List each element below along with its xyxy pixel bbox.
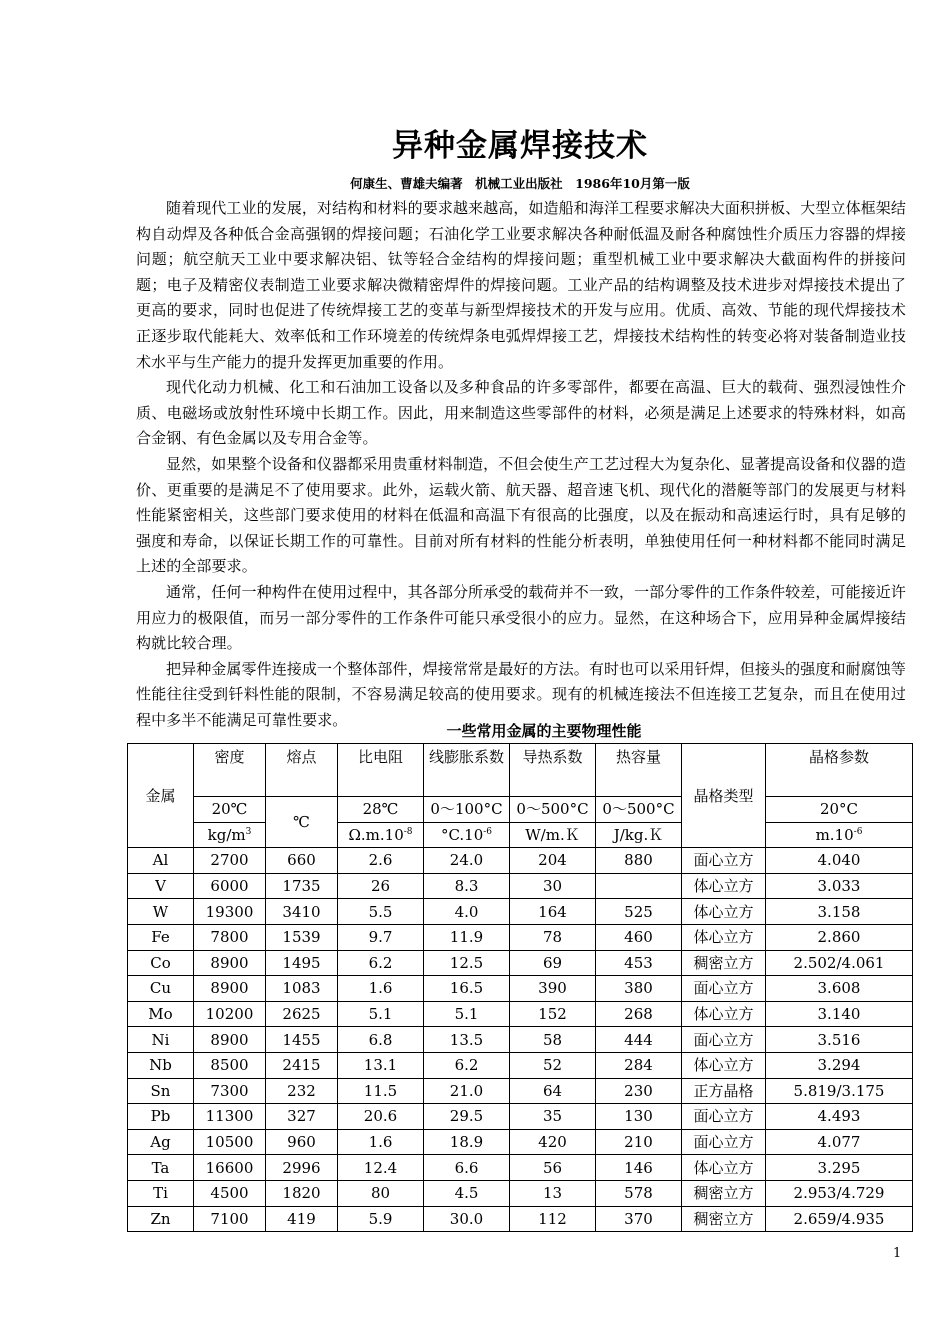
cell-heat-capacity bbox=[596, 873, 682, 899]
cell-thermal-expansion: 11.9 bbox=[424, 924, 510, 950]
cell-crystal-type: 体心立方 bbox=[682, 924, 766, 950]
cell-metal: Ti bbox=[128, 1180, 194, 1206]
cell-thermal-expansion: 16.5 bbox=[424, 976, 510, 1002]
cell-metal: Sn bbox=[128, 1078, 194, 1104]
cell-lattice-parameter: 3.516 bbox=[766, 1027, 913, 1053]
cell-heat-capacity: 578 bbox=[596, 1180, 682, 1206]
cell-heat-capacity: 268 bbox=[596, 1001, 682, 1027]
cell-metal: Fe bbox=[128, 924, 194, 950]
paragraph: 现代化动力机械、化工和石油加工设备以及多种食品的许多零部件，都要在高温、巨大的载荷、强烈浸蚀性介质、电磁场或放射性环境中长期工作。因此，用来制造这些零部件的材料，必须是满足上述要求的特殊材料，如高合金钢、有色金属以及专用合金等。 bbox=[136, 378, 906, 448]
cell-metal: Cu bbox=[128, 976, 194, 1002]
cell-melting-point: 419 bbox=[266, 1206, 338, 1232]
cell-crystal-type: 稠密立方 bbox=[682, 1180, 766, 1206]
cell-density: 16600 bbox=[194, 1155, 266, 1181]
table-header-row bbox=[128, 744, 913, 797]
cell-heat-capacity: 284 bbox=[596, 1052, 682, 1078]
unit-resistivity: $\Omega.m.10^{-8}$ bbox=[338, 822, 424, 848]
cell-melting-point: 232 bbox=[266, 1078, 338, 1104]
table-caption: 一些常用金属的主要物理性能 bbox=[446, 722, 642, 740]
cell-lattice-parameter: 3.158 bbox=[766, 899, 913, 925]
condition-resistivity: 28℃ bbox=[338, 797, 424, 823]
cell-thermal-expansion: 21.0 bbox=[424, 1078, 510, 1104]
unit-heat-capacity: J/kg.Ｋ bbox=[596, 822, 682, 848]
header-density: 密度 bbox=[194, 744, 266, 797]
cell-thermal-conductivity: 204 bbox=[510, 848, 596, 874]
cell-thermal-expansion: 12.5 bbox=[424, 950, 510, 976]
table-row bbox=[128, 1104, 913, 1130]
cell-melting-point: 660 bbox=[266, 848, 338, 874]
cell-lattice-parameter: 2.502/4.061 bbox=[766, 950, 913, 976]
cell-crystal-type: 面心立方 bbox=[682, 1027, 766, 1053]
unit-melting-point: ℃ bbox=[266, 797, 338, 848]
cell-resistivity: 11.5 bbox=[338, 1078, 424, 1104]
cell-melting-point: 1083 bbox=[266, 976, 338, 1002]
header-thermal-conductivity: 导热系数 bbox=[510, 744, 596, 797]
cell-metal: Zn bbox=[128, 1206, 194, 1232]
table-row bbox=[128, 1180, 913, 1206]
cell-crystal-type: 体心立方 bbox=[682, 873, 766, 899]
cell-lattice-parameter: 4.077 bbox=[766, 1129, 913, 1155]
header-lattice-parameter: 晶格参数 bbox=[766, 744, 913, 797]
body-text bbox=[136, 196, 906, 733]
cell-density: 8900 bbox=[194, 950, 266, 976]
table-row bbox=[128, 1155, 913, 1181]
cell-thermal-conductivity: 35 bbox=[510, 1104, 596, 1130]
cell-melting-point: 960 bbox=[266, 1129, 338, 1155]
cell-density: 4500 bbox=[194, 1180, 266, 1206]
cell-crystal-type: 稠密立方 bbox=[682, 950, 766, 976]
paragraph: 显然，如果整个设备和仪器都采用贵重材料制造，不但会使生产工艺过程大为复杂化、显著提高设备和仪器的造价、更重要的是满足不了使用要求。此外，运载火箭、航天器、超音速飞机、现代化的潜艇等部门的发展更与材料性能紧密相关，这些部门要求使用的材料在低温和高温下有很高的比强度，以及在振动和高速运行时，具有足够的强度和寿命，以保证长期工作的可靠性。目前对所有材料的性能分析表明，单独使用任何一种材料都不能同时满足上述的全部要求。 bbox=[136, 454, 906, 576]
cell-resistivity: 6.2 bbox=[338, 950, 424, 976]
condition-thermal-expansion: 0～100°C bbox=[424, 797, 510, 823]
cell-thermal-expansion: 18.9 bbox=[424, 1129, 510, 1155]
cell-thermal-expansion: 6.2 bbox=[424, 1052, 510, 1078]
table-row bbox=[128, 1001, 913, 1027]
table-body bbox=[128, 848, 913, 1232]
cell-heat-capacity: 380 bbox=[596, 976, 682, 1002]
cell-lattice-parameter: 2.953/4.729 bbox=[766, 1180, 913, 1206]
cell-density: 6000 bbox=[194, 873, 266, 899]
cell-density: 8500 bbox=[194, 1052, 266, 1078]
cell-crystal-type: 面心立方 bbox=[682, 1104, 766, 1130]
cell-density: 11300 bbox=[194, 1104, 266, 1130]
cell-lattice-parameter: 4.040 bbox=[766, 848, 913, 874]
cell-resistivity: 12.4 bbox=[338, 1155, 424, 1181]
cell-thermal-expansion: 5.1 bbox=[424, 1001, 510, 1027]
cell-lattice-parameter: 2.659/4.935 bbox=[766, 1206, 913, 1232]
cell-crystal-type: 面心立方 bbox=[682, 1129, 766, 1155]
cell-thermal-conductivity: 56 bbox=[510, 1155, 596, 1181]
cell-resistivity: 1.6 bbox=[338, 976, 424, 1002]
cell-heat-capacity: 525 bbox=[596, 899, 682, 925]
cell-crystal-type: 面心立方 bbox=[682, 976, 766, 1002]
cell-metal: Al bbox=[128, 848, 194, 874]
cell-crystal-type: 体心立方 bbox=[682, 1001, 766, 1027]
cell-metal: Pb bbox=[128, 1104, 194, 1130]
table-row bbox=[128, 924, 913, 950]
table-row bbox=[128, 1027, 913, 1053]
cell-thermal-expansion: 29.5 bbox=[424, 1104, 510, 1130]
cell-density: 10500 bbox=[194, 1129, 266, 1155]
table-row bbox=[128, 873, 913, 899]
cell-thermal-expansion: 4.0 bbox=[424, 899, 510, 925]
header-melting-point: 熔点 bbox=[266, 744, 338, 797]
cell-metal: Ni bbox=[128, 1027, 194, 1053]
cell-density: 7100 bbox=[194, 1206, 266, 1232]
cell-heat-capacity: 130 bbox=[596, 1104, 682, 1130]
cell-lattice-parameter: 3.140 bbox=[766, 1001, 913, 1027]
cell-resistivity: 9.7 bbox=[338, 924, 424, 950]
table-condition-row bbox=[128, 797, 913, 823]
table-row bbox=[128, 1078, 913, 1104]
cell-density: 8900 bbox=[194, 976, 266, 1002]
page-number: 1 bbox=[893, 1246, 902, 1261]
cell-melting-point: 1495 bbox=[266, 950, 338, 976]
cell-thermal-conductivity: 13 bbox=[510, 1180, 596, 1206]
table-row bbox=[128, 976, 913, 1002]
header-resistivity: 比电阻 bbox=[338, 744, 424, 797]
cell-thermal-expansion: 4.5 bbox=[424, 1180, 510, 1206]
cell-lattice-parameter: 3.294 bbox=[766, 1052, 913, 1078]
cell-crystal-type: 稠密立方 bbox=[682, 1206, 766, 1232]
cell-lattice-parameter: 4.493 bbox=[766, 1104, 913, 1130]
cell-melting-point: 327 bbox=[266, 1104, 338, 1130]
cell-crystal-type: 面心立方 bbox=[682, 848, 766, 874]
cell-resistivity: 13.1 bbox=[338, 1052, 424, 1078]
cell-thermal-conductivity: 420 bbox=[510, 1129, 596, 1155]
cell-lattice-parameter: 3.295 bbox=[766, 1155, 913, 1181]
cell-lattice-parameter: 2.860 bbox=[766, 924, 913, 950]
cell-density: 10200 bbox=[194, 1001, 266, 1027]
header-heat-capacity: 热容量 bbox=[596, 744, 682, 797]
cell-thermal-conductivity: 164 bbox=[510, 899, 596, 925]
cell-thermal-expansion: 24.0 bbox=[424, 848, 510, 874]
table-row bbox=[128, 1129, 913, 1155]
cell-crystal-type: 体心立方 bbox=[682, 1155, 766, 1181]
condition-thermal-conductivity: 0～500°C bbox=[510, 797, 596, 823]
cell-metal: Co bbox=[128, 950, 194, 976]
cell-thermal-conductivity: 390 bbox=[510, 976, 596, 1002]
cell-thermal-conductivity: 69 bbox=[510, 950, 596, 976]
cell-heat-capacity: 880 bbox=[596, 848, 682, 874]
condition-density: 20℃ bbox=[194, 797, 266, 823]
cell-melting-point: 3410 bbox=[266, 899, 338, 925]
cell-lattice-parameter: 5.819/3.175 bbox=[766, 1078, 913, 1104]
cell-metal: V bbox=[128, 873, 194, 899]
cell-metal: Ta bbox=[128, 1155, 194, 1181]
cell-density: 8900 bbox=[194, 1027, 266, 1053]
condition-lattice-parameter: 20°C bbox=[766, 797, 913, 823]
table-row bbox=[128, 899, 913, 925]
cell-thermal-conductivity: 64 bbox=[510, 1078, 596, 1104]
header-thermal-expansion: 线膨胀系数 bbox=[424, 744, 510, 797]
cell-resistivity: 5.1 bbox=[338, 1001, 424, 1027]
table-unit-row bbox=[128, 822, 913, 848]
cell-lattice-parameter: 3.033 bbox=[766, 873, 913, 899]
cell-thermal-conductivity: 152 bbox=[510, 1001, 596, 1027]
unit-lattice-parameter: $m.10^{-6}$ bbox=[766, 822, 913, 848]
unit-density: $kg/m^3$ bbox=[194, 822, 266, 848]
condition-heat-capacity: 0～500°C bbox=[596, 797, 682, 823]
cell-metal: Nb bbox=[128, 1052, 194, 1078]
cell-resistivity: 1.6 bbox=[338, 1129, 424, 1155]
cell-density: 7300 bbox=[194, 1078, 266, 1104]
table-row bbox=[128, 848, 913, 874]
cell-resistivity: 20.6 bbox=[338, 1104, 424, 1130]
cell-heat-capacity: 370 bbox=[596, 1206, 682, 1232]
cell-crystal-type: 正方晶格 bbox=[682, 1078, 766, 1104]
paragraph: 把异种金属零件连接成一个整体部件，焊接常常是最好的方法。有时也可以采用钎焊，但接头的强度和耐腐蚀等性能往往受到钎料性能的限制，不容易满足较高的使用要求。现有的机械连接法不但连接工艺复杂，而且在使用过程中多半不能满足可靠性要求。 bbox=[136, 659, 906, 729]
cell-metal: W bbox=[128, 899, 194, 925]
cell-density: 2700 bbox=[194, 848, 266, 874]
cell-thermal-conductivity: 52 bbox=[510, 1052, 596, 1078]
cell-heat-capacity: 230 bbox=[596, 1078, 682, 1104]
cell-resistivity: 5.9 bbox=[338, 1206, 424, 1232]
cell-melting-point: 2415 bbox=[266, 1052, 338, 1078]
cell-melting-point: 1820 bbox=[266, 1180, 338, 1206]
header-metal: 金属 bbox=[128, 744, 194, 848]
cell-melting-point: 2996 bbox=[266, 1155, 338, 1181]
cell-heat-capacity: 444 bbox=[596, 1027, 682, 1053]
table-row bbox=[128, 950, 913, 976]
cell-crystal-type: 体心立方 bbox=[682, 899, 766, 925]
cell-thermal-conductivity: 30 bbox=[510, 873, 596, 899]
cell-melting-point: 1735 bbox=[266, 873, 338, 899]
paragraph: 随着现代工业的发展，对结构和材料的要求越来越高，如造船和海洋工程要求解决大面积拼板、大型立体框架结构自动焊及各种低合金高强钢的焊接问题；石油化学工业要求解决各种耐低温及耐各种腐蚀性介质压力容器的焊接问题；航空航天工业中要求解决铝、钛等轻合金结构的焊接问题；重型机械工业中要求解决大截面构件的拼接问题；电子及精密仪表制造工业要求解决微精密焊件的焊接问题。工业产品的结构调整及技术进步对焊接技术提出了更高的要求，同时也促进了传统焊接工艺的变革与新型焊接技术的开发与应用。优质、高效、节能的现代焊接技术正逐步取代能耗大、效率低和工作环境差的传统焊条电弧焊焊接工艺，焊接技术结构性的转变必将对装备制造业技术水平与生产能力的提升发挥更加重要的作用。 bbox=[136, 199, 906, 371]
paragraph: 通常，任何一种构件在使用过程中，其各部分所承受的载荷并不一致，一部分零件的工作条件较差，可能接近许用应力的极限值，而另一部分零件的工作条件可能只承受很小的应力。显然，在这种场合下，应用异种金属焊接结构就比较合理。 bbox=[136, 582, 906, 653]
cell-heat-capacity: 460 bbox=[596, 924, 682, 950]
unit-thermal-conductivity: W/m.Ｋ bbox=[510, 822, 596, 848]
cell-density: 19300 bbox=[194, 899, 266, 925]
header-crystal-type: 晶格类型 bbox=[682, 744, 766, 848]
cell-thermal-expansion: 8.3 bbox=[424, 873, 510, 899]
document-byline: 何康生、曹雄夫编著 机械工业出版社 1986年10月第一版 bbox=[350, 176, 690, 191]
cell-resistivity: 2.6 bbox=[338, 848, 424, 874]
table-row bbox=[128, 1052, 913, 1078]
cell-melting-point: 1455 bbox=[266, 1027, 338, 1053]
cell-heat-capacity: 453 bbox=[596, 950, 682, 976]
cell-lattice-parameter: 3.608 bbox=[766, 976, 913, 1002]
cell-density: 7800 bbox=[194, 924, 266, 950]
cell-crystal-type: 体心立方 bbox=[682, 1052, 766, 1078]
metal-properties-table bbox=[127, 743, 913, 1232]
document-title: 异种金属焊接技术 bbox=[392, 128, 648, 164]
cell-thermal-conductivity: 78 bbox=[510, 924, 596, 950]
cell-resistivity: 26 bbox=[338, 873, 424, 899]
cell-metal: Mo bbox=[128, 1001, 194, 1027]
cell-heat-capacity: 210 bbox=[596, 1129, 682, 1155]
cell-melting-point: 2625 bbox=[266, 1001, 338, 1027]
cell-resistivity: 5.5 bbox=[338, 899, 424, 925]
cell-thermal-expansion: 6.6 bbox=[424, 1155, 510, 1181]
cell-resistivity: 6.8 bbox=[338, 1027, 424, 1053]
cell-metal: Ag bbox=[128, 1129, 194, 1155]
cell-thermal-conductivity: 58 bbox=[510, 1027, 596, 1053]
cell-melting-point: 1539 bbox=[266, 924, 338, 950]
cell-thermal-expansion: 13.5 bbox=[424, 1027, 510, 1053]
table-row bbox=[128, 1206, 913, 1232]
cell-heat-capacity: 146 bbox=[596, 1155, 682, 1181]
unit-thermal-expansion: $^\circ C.10^{-6}$ bbox=[424, 822, 510, 848]
cell-thermal-conductivity: 112 bbox=[510, 1206, 596, 1232]
cell-resistivity: 80 bbox=[338, 1180, 424, 1206]
cell-thermal-expansion: 30.0 bbox=[424, 1206, 510, 1232]
